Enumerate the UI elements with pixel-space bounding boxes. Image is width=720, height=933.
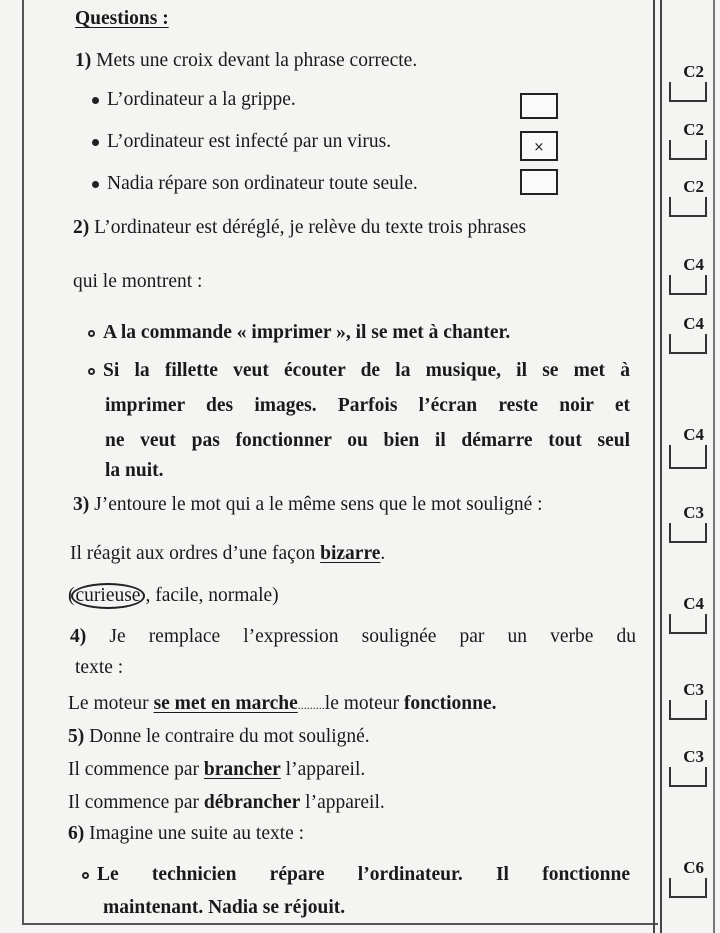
answer-2-2-line3: ne veut pas fonctionner ou bien il démarre tout seul <box>105 430 630 451</box>
question-5-answer: Il commence par débrancher l’appareil. <box>68 792 385 813</box>
question-2-cont: qui le montrent : <box>73 271 203 292</box>
question-5-sentence: Il commence par brancher l’appareil. <box>68 759 366 780</box>
option-2-checkbox[interactable]: × <box>520 131 558 161</box>
score-field[interactable] <box>669 82 707 102</box>
option-2: L’ordinateur est infecté par un virus. <box>92 131 391 153</box>
score-column-divider <box>660 0 662 933</box>
question-4: 4) Je remplace l’expression soulignée par un verbe du <box>70 626 636 647</box>
score-field[interactable] <box>669 767 707 787</box>
score-box: C4 <box>666 255 708 295</box>
score-field[interactable] <box>669 197 707 217</box>
underlined-expression: se met en marche <box>153 693 298 714</box>
section-title: Questions : <box>75 8 169 29</box>
answer-2-2-line2: imprimer des images. Parfois l’écran reste noir et <box>105 395 630 416</box>
page-border-bottom <box>22 923 658 925</box>
question-1: 1) Mets une croix devant la phrase correcte. <box>75 50 418 71</box>
question-3-sentence: Il réagit aux ordres d’une façon bizarre. <box>70 543 386 564</box>
score-box: C2 <box>666 177 708 217</box>
question-4-cont: texte : <box>75 657 124 678</box>
score-field[interactable] <box>669 523 707 543</box>
score-field[interactable] <box>669 445 707 469</box>
question-6: 6) Imagine une suite au texte : <box>68 823 305 844</box>
answer-2-1: A la commande « imprimer », il se met à chanter. <box>88 322 510 344</box>
score-box: C2 <box>666 62 708 102</box>
question-3-choices: (curieuse , facile, normale) <box>68 583 279 609</box>
score-field[interactable] <box>669 140 707 160</box>
score-box: C2 <box>666 120 708 160</box>
answer-2-2-line4: la nuit. <box>105 460 164 481</box>
score-field[interactable] <box>669 275 707 295</box>
underlined-word: bizarre <box>320 543 381 564</box>
score-box: C4 <box>666 594 708 634</box>
answer-6-line1: Le technicien répare l’ordinateur. Il fonctionne <box>82 864 630 886</box>
question-2: 2) L’ordinateur est déréglé, je relève du texte trois phrases <box>73 217 527 238</box>
option-1-checkbox[interactable] <box>520 93 558 119</box>
score-field[interactable] <box>669 334 707 354</box>
bullet-icon <box>92 97 99 104</box>
score-box: C4 <box>666 425 708 469</box>
bullet-icon <box>92 139 99 146</box>
option-3-checkbox[interactable] <box>520 169 558 195</box>
page-border-left <box>22 0 24 925</box>
score-box: C3 <box>666 680 708 720</box>
option-3: Nadia répare son ordinateur toute seule. <box>92 173 418 195</box>
score-field[interactable] <box>669 614 707 634</box>
question-5: 5) Donne le contraire du mot souligné. <box>68 726 370 747</box>
answer-6-line2: maintenant. Nadia se réjouit. <box>103 897 346 918</box>
score-field[interactable] <box>669 700 707 720</box>
bullet-icon <box>88 368 95 375</box>
question-3: 3) J’entoure le mot qui a le même sens que le mot souligné : <box>73 494 543 515</box>
circled-answer: curieuse <box>71 583 146 609</box>
underlined-word: brancher <box>203 759 281 780</box>
option-1: L’ordinateur a la grippe. <box>92 89 296 111</box>
bullet-icon <box>92 181 99 188</box>
score-box: C3 <box>666 503 708 543</box>
score-column-divider <box>653 0 655 933</box>
bullet-icon <box>88 330 95 337</box>
question-4-answer: Le moteur se met en marche.........le moteur fonctionne. <box>68 693 497 714</box>
score-field[interactable] <box>669 878 707 898</box>
score-column-border <box>713 0 715 933</box>
score-box: C6 <box>666 858 708 898</box>
answer-2-2: Si la fillette veut écouter de la musique, il se met à <box>88 360 630 382</box>
bullet-icon <box>82 872 89 879</box>
score-box: C3 <box>666 747 708 787</box>
score-box: C4 <box>666 314 708 354</box>
